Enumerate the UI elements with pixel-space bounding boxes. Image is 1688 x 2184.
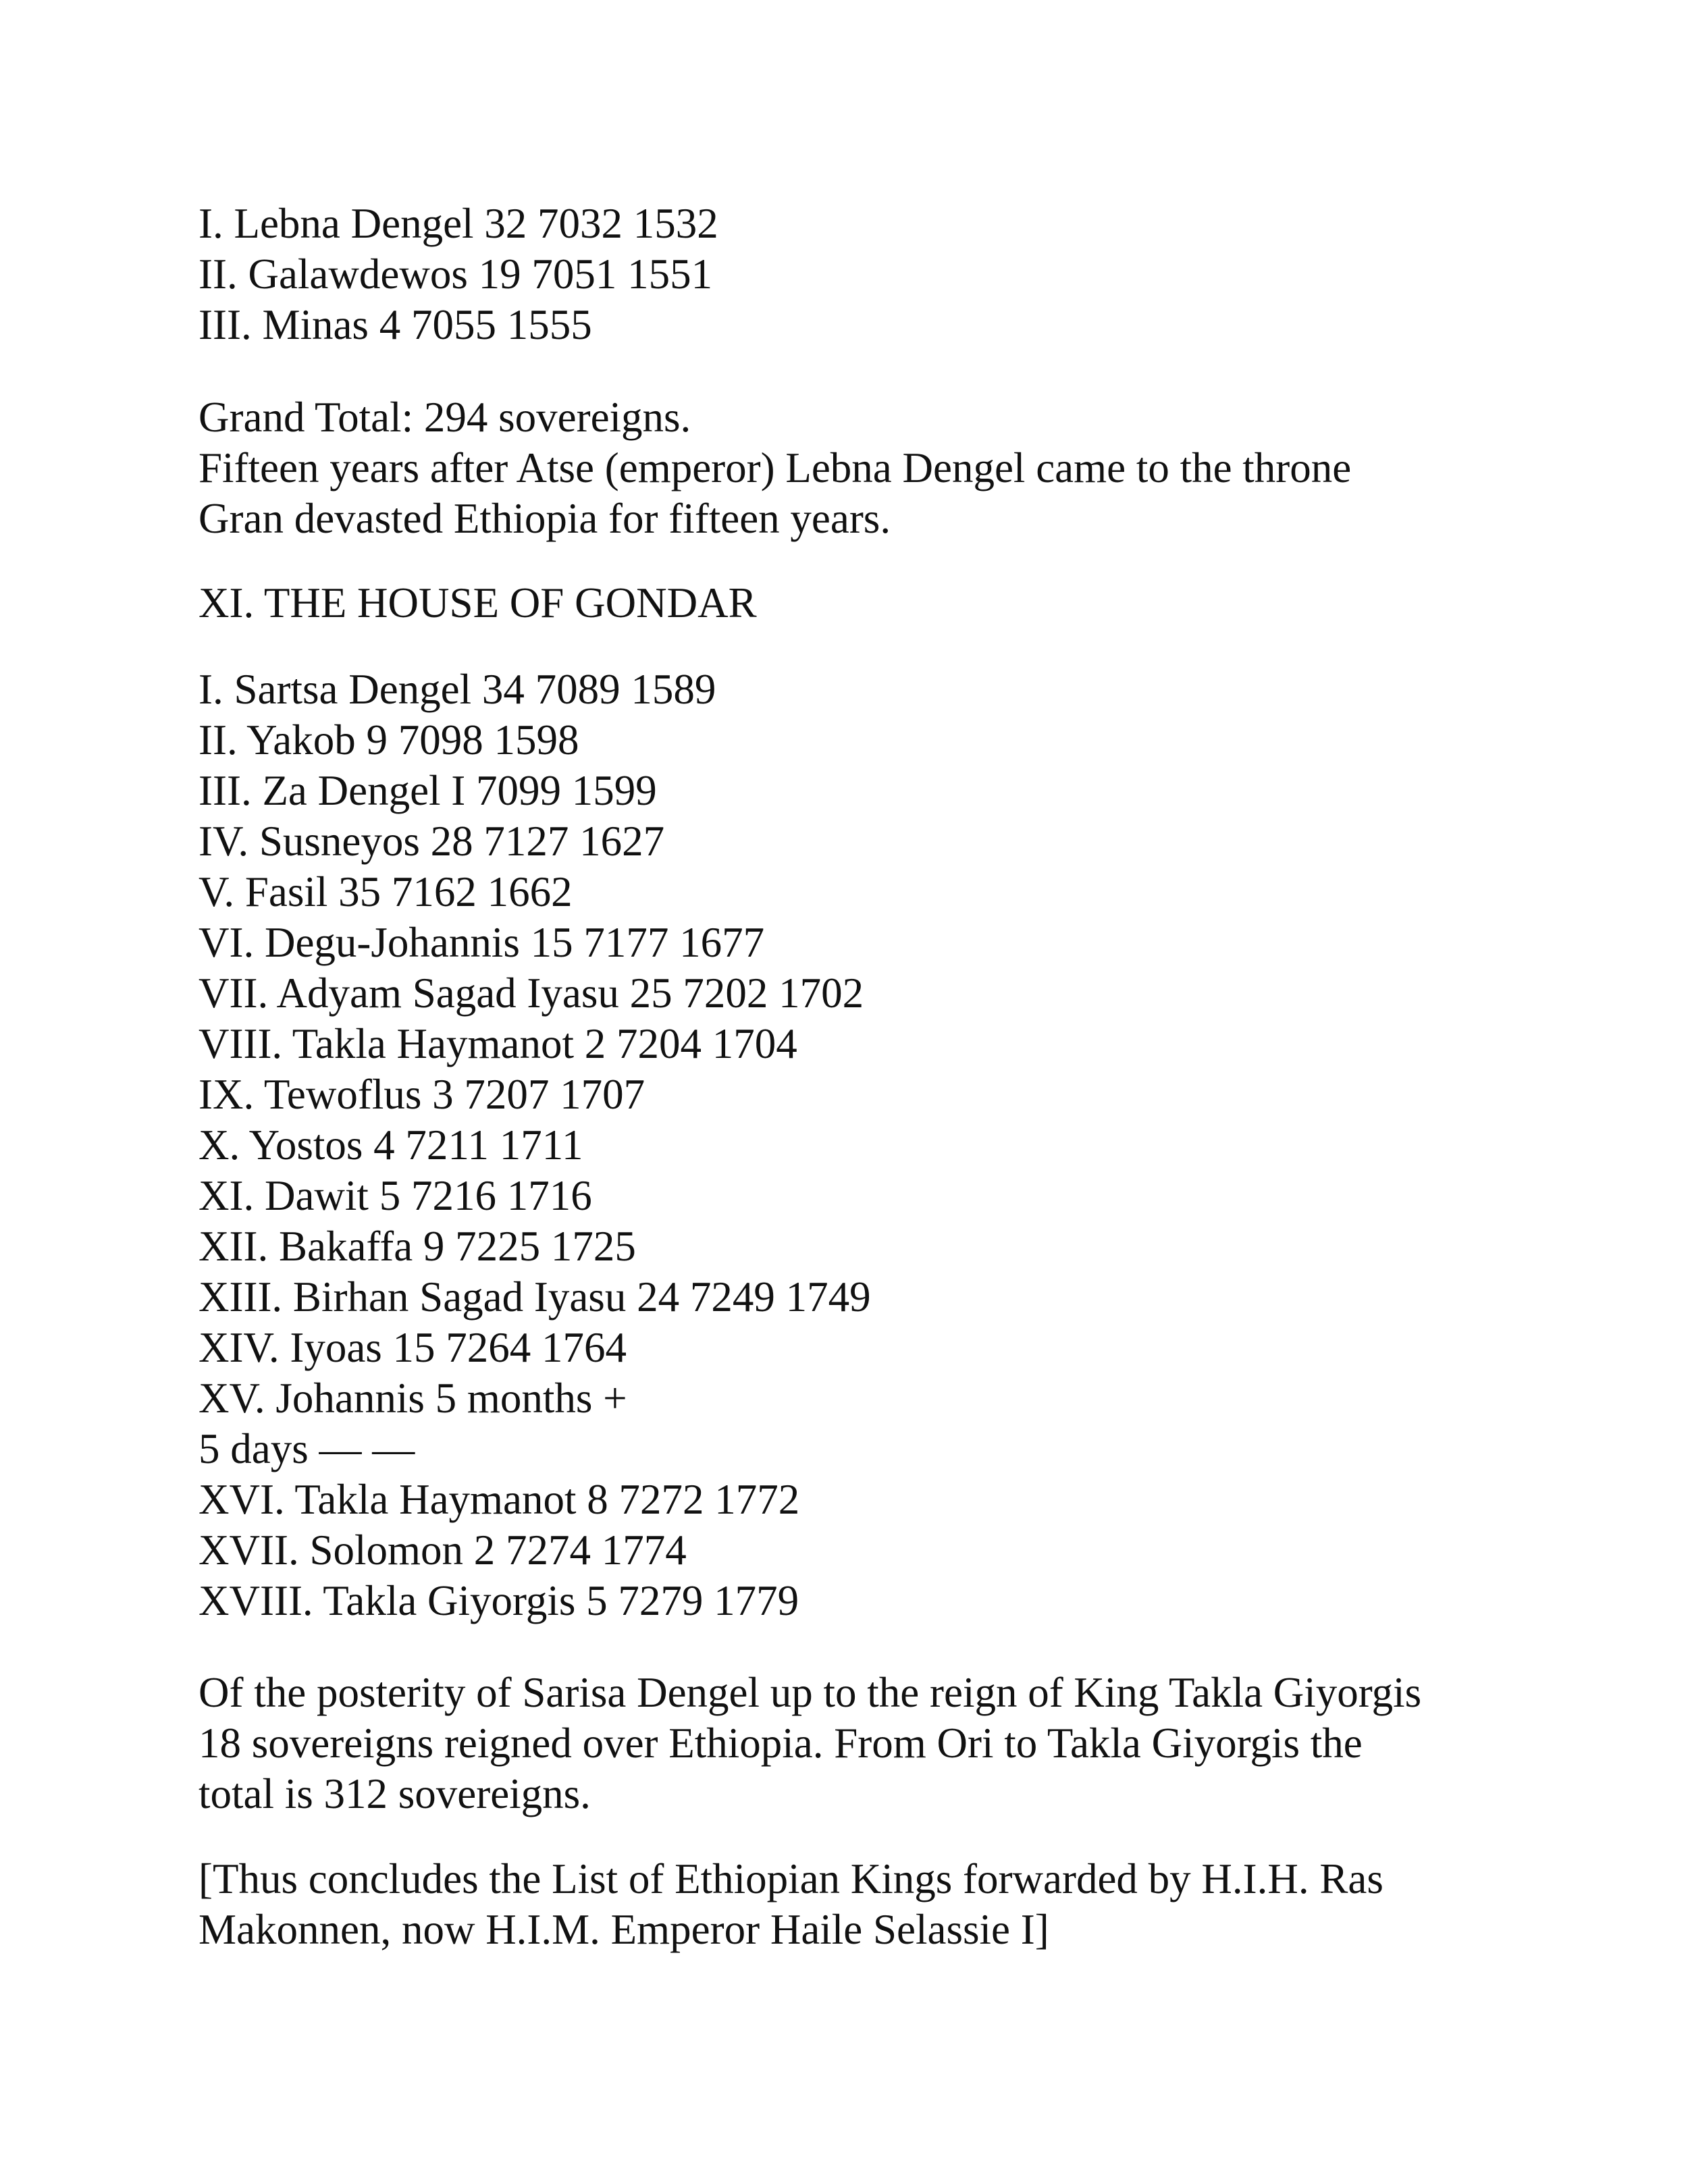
list-item: V. Fasil 35 7162 1662 bbox=[199, 868, 573, 915]
list-item: XVII. Solomon 2 7274 1774 bbox=[199, 1526, 687, 1574]
list-item: XI. Dawit 5 7216 1716 bbox=[199, 1172, 592, 1219]
list-item: XII. Bakaffa 9 7225 1725 bbox=[199, 1223, 636, 1270]
list-item: III. Minas 4 7055 1555 bbox=[199, 301, 592, 348]
grand-total-paragraph bbox=[199, 392, 1522, 544]
list-item: IX. Tewoflus 3 7207 1707 bbox=[199, 1071, 645, 1118]
list-item: X. Yostos 4 7211 1711 bbox=[199, 1121, 583, 1169]
paragraph-line: 18 sovereigns reigned over Ethiopia. From Ori to Takla Giyorgis the bbox=[199, 1720, 1363, 1767]
section-heading: XI. THE HOUSE OF GONDAR bbox=[199, 579, 757, 627]
posterity-paragraph bbox=[199, 1668, 1522, 1819]
list-item: III. Za Dengel I 7099 1599 bbox=[199, 767, 657, 814]
house-list-top bbox=[199, 198, 1522, 350]
list-item: I. Lebna Dengel 32 7032 1532 bbox=[199, 200, 718, 247]
paragraph-line: Fifteen years after Atse (emperor) Lebna Dengel came to the throne bbox=[199, 444, 1352, 491]
gondar-heading-block bbox=[199, 578, 1522, 629]
list-item: II. Yakob 9 7098 1598 bbox=[199, 716, 579, 764]
list-item: VI. Degu-Johannis 15 7177 1677 bbox=[199, 919, 765, 966]
gondar-list bbox=[199, 664, 1522, 1626]
list-item: II. Galawdewos 19 7051 1551 bbox=[199, 250, 713, 298]
list-item: 5 days — — bbox=[199, 1425, 415, 1472]
list-item: XIII. Birhan Sagad Iyasu 24 7249 1749 bbox=[199, 1273, 871, 1321]
paragraph-line: Of the posterity of Sarisa Dengel up to the reign of King Takla Giyorgis bbox=[199, 1669, 1422, 1716]
list-item: XVIII. Takla Giyorgis 5 7279 1779 bbox=[199, 1577, 799, 1624]
paragraph-line: [Thus concludes the List of Ethiopian Kings forwarded by H.I.H. Ras bbox=[199, 1855, 1383, 1902]
list-item: VII. Adyam Sagad Iyasu 25 7202 1702 bbox=[199, 969, 864, 1017]
list-item: I. Sartsa Dengel 34 7089 1589 bbox=[199, 666, 716, 713]
paragraph-line: total is 312 sovereigns. bbox=[199, 1770, 591, 1817]
list-item: VIII. Takla Haymanot 2 7204 1704 bbox=[199, 1020, 797, 1067]
paragraph-line: Grand Total: 294 sovereigns. bbox=[199, 394, 691, 441]
closing-note bbox=[199, 1854, 1522, 1955]
list-item: IV. Susneyos 28 7127 1627 bbox=[199, 818, 665, 865]
paragraph-line: Makonnen, now H.I.M. Emperor Haile Selassie I] bbox=[199, 1906, 1049, 1953]
list-item: XVI. Takla Haymanot 8 7272 1772 bbox=[199, 1476, 800, 1523]
list-item: XV. Johannis 5 months + bbox=[199, 1375, 627, 1422]
list-item: XIV. Iyoas 15 7264 1764 bbox=[199, 1324, 627, 1371]
paragraph-line: Gran devasted Ethiopia for fifteen years. bbox=[199, 495, 891, 542]
